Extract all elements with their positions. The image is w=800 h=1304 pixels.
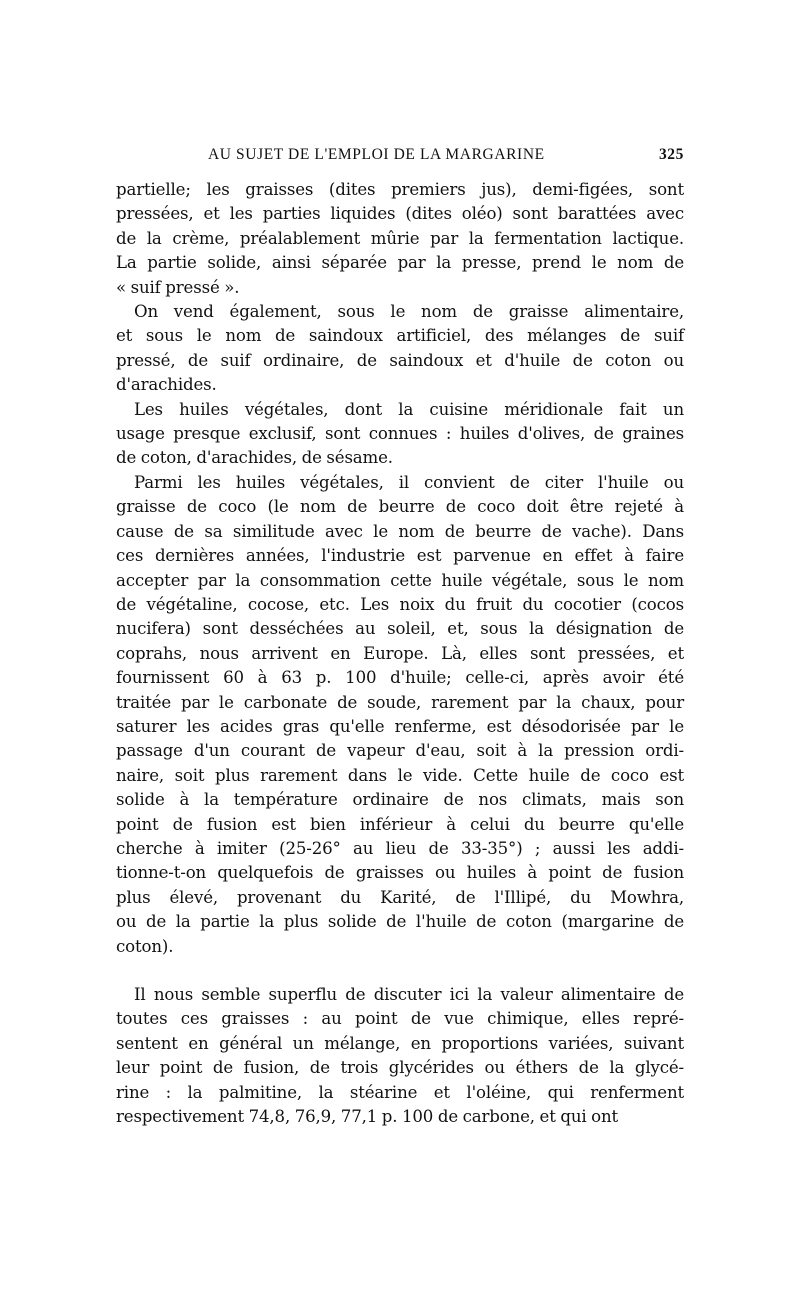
text-line: leur point de fusion, de trois glycérides ou éthers de la glycé- <box>116 1058 684 1078</box>
text-line: ou de la partie la plus solide de l'huile de coton (margarine de <box>116 912 684 932</box>
running-title: AU SUJET DE L'EMPLOI DE LA MARGARINE <box>208 146 545 163</box>
text-line: usage presque exclusif, sont connues : huiles d'olives, de graines <box>116 424 684 444</box>
text-line: pressées, et les parties liquides (dites oléo) sont barattées avec <box>116 204 684 224</box>
text-line: respectivement 74,8, 76,9, 77,1 p. 100 de carbone, et qui ont <box>116 1107 619 1127</box>
text-line: Les huiles végétales, dont la cuisine méridionale fait un <box>134 399 684 419</box>
paragraph-gap <box>116 959 684 983</box>
text-line: de végétaline, cocose, etc. Les noix du fruit du cocotier (cocos <box>116 594 684 614</box>
text-line: « suif pressé ». <box>116 277 240 297</box>
text-line: et sous le nom de saindoux artificiel, des mélanges de suif <box>116 326 684 346</box>
text-line: On vend également, sous le nom de graisse alimentaire, <box>134 302 684 322</box>
paragraph <box>116 300 684 398</box>
paragraph <box>116 178 684 300</box>
text-line: traitée par le carbonate de soude, rarement par la chaux, pour <box>116 692 684 712</box>
text-line: partielle; les graisses (dites premiers jus), demi-figées, sont <box>116 180 684 199</box>
text-line: pressé, de suif ordinaire, de saindoux et d'huile de coton ou <box>116 350 684 370</box>
text-line: de la crème, préalablement mûrie par la fermentation lactique. <box>116 228 684 248</box>
text-line: Parmi les huiles végétales, il convient de citer l'huile ou <box>134 472 684 492</box>
text-line: de coton, d'arachides, de sésame. <box>116 448 393 468</box>
paragraph <box>116 471 684 959</box>
page-number: 325 <box>658 146 684 163</box>
text-line: cause de sa similitude avec le nom de beurre de vache). Dans <box>116 521 684 541</box>
paragraph <box>116 398 684 471</box>
text-line: fournissent 60 à 63 p. 100 d'huile; celle-ci, après avoir été <box>116 668 684 688</box>
running-head <box>116 146 684 168</box>
text-line: cherche à imiter (25-26° au lieu de 33-35°) ; aussi les addi- <box>116 838 684 858</box>
text-line: plus élevé, provenant du Karité, de l'Illipé, du Mowhra, <box>116 887 684 907</box>
text-line: Il nous semble superflu de discuter ici la valeur alimentaire de <box>134 985 684 1004</box>
text-line: saturer les acides gras qu'elle renferme, est désodorisée par le <box>116 716 684 736</box>
book-page <box>116 146 684 1129</box>
text-line: tionne-t-on quelquefois de graisses ou huiles à point de fusion <box>116 863 684 883</box>
text-line: point de fusion est bien inférieur à celui du beurre qu'elle <box>116 814 684 834</box>
paragraph <box>116 983 684 1129</box>
text-line: solide à la température ordinaire de nos climats, mais son <box>116 790 684 810</box>
text-line: coprahs, nous arrivent en Europe. Là, elles sont pressées, et <box>116 643 684 663</box>
text-line: La partie solide, ainsi séparée par la presse, prend le nom de <box>116 253 684 273</box>
text-line: sentent en général un mélange, en proportions variées, suivant <box>116 1033 684 1053</box>
text-line: toutes ces graisses : au point de vue chimique, elles repré- <box>116 1009 684 1029</box>
text-line: graisse de coco (le nom de beurre de coco doit être rejeté à <box>116 497 684 517</box>
text-line: naire, soit plus rarement dans le vide. Cette huile de coco est <box>116 765 684 785</box>
text-line: passage d'un courant de vapeur d'eau, soit à la pression ordi- <box>116 741 684 761</box>
text-line: coton). <box>116 936 174 956</box>
text-line: rine : la palmitine, la stéarine et l'oléine, qui renferment <box>116 1082 684 1102</box>
text-line: d'arachides. <box>116 375 217 395</box>
text-line: ces dernières années, l'industrie est parvenue en effet à faire <box>116 546 684 566</box>
text-line: accepter par la consommation cette huile végétale, sous le nom <box>116 570 684 590</box>
text-line: nucifera) sont desséchées au soleil, et, sous la désignation de <box>116 619 684 639</box>
body-text <box>116 178 684 1129</box>
